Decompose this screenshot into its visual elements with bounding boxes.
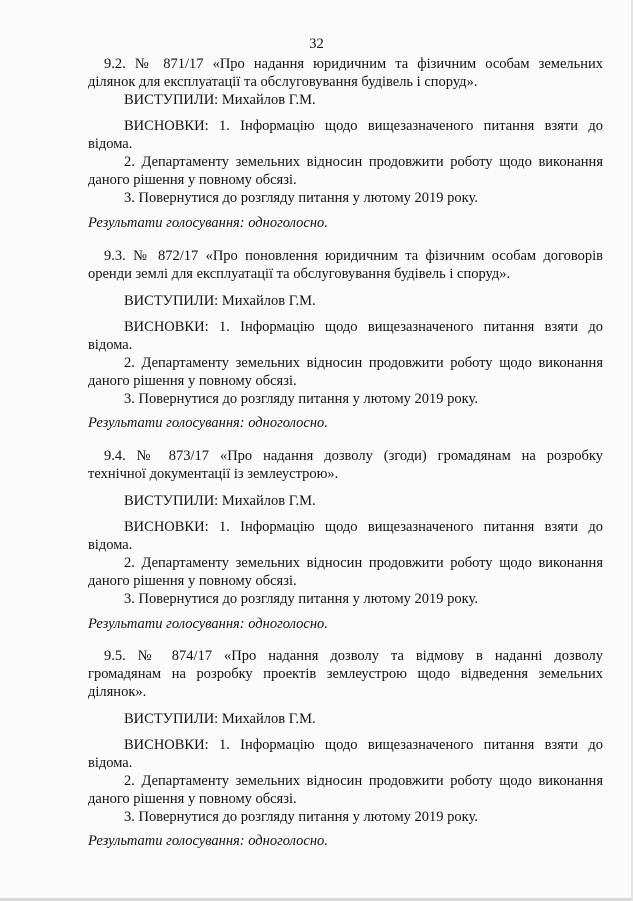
conclusion-1-line: відома. — [88, 755, 133, 771]
conclusion-3-line: 3. Повернутися до розгляду питання у лютому 2019 року. — [124, 391, 478, 407]
conclusion-3-line: 3. Повернутися до розгляду питання у лютому 2019 року. — [124, 190, 478, 206]
conclusion-2-line: 2. Департаменту земельних відносин продовжити роботу щодо виконання — [124, 355, 603, 371]
conclusion-3-line: 3. Повернутися до розгляду питання у лютому 2019 року. — [124, 591, 478, 607]
conclusion-1-line: ВИСНОВКИ: 1. Інформацію щодо вищезазначеного питання взяти до — [124, 118, 603, 134]
vote-result: Результати голосування: одноголосно. — [88, 616, 328, 632]
conclusion-3-line: 3. Повернутися до розгляду питання у лютому 2019 року. — [124, 809, 478, 825]
conclusion-2-line: даного рішення у повному обсязі. — [88, 172, 297, 188]
speakers-line: ВИСТУПИЛИ: Михайлов Г.М. — [124, 493, 316, 509]
item-title-line: технічної документації із землеустрою». — [88, 466, 339, 482]
vote-result: Результати голосування: одноголосно. — [88, 215, 328, 231]
conclusion-1-line: відома. — [88, 337, 133, 353]
speakers-line: ВИСТУПИЛИ: Михайлов Г.М. — [124, 293, 316, 309]
conclusion-2-line: 2. Департаменту земельних відносин продовжити роботу щодо виконання — [124, 154, 603, 170]
conclusion-2-line: 2. Департаменту земельних відносин продовжити роботу щодо виконання — [124, 555, 603, 571]
conclusion-1-line: відома. — [88, 136, 133, 152]
conclusion-1-line: ВИСНОВКИ: 1. Інформацію щодо вищезазначеного питання взяти до — [124, 319, 603, 335]
item-title-line: 9.3. № 872/17 «Про поновлення юридичним та фізичним особам договорів — [104, 248, 603, 264]
conclusion-2-line: даного рішення у повному обсязі. — [88, 573, 297, 589]
vote-result: Результати голосування: одноголосно. — [88, 833, 328, 849]
item-title-line: ділянок для експлуатації та обслуговування будівель і споруд». — [88, 74, 478, 90]
conclusion-1-line: ВИСНОВКИ: 1. Інформацію щодо вищезазначеного питання взяти до — [124, 519, 603, 535]
conclusion-2-line: 2. Департаменту земельних відносин продовжити роботу щодо виконання — [124, 773, 603, 789]
vote-result: Результати голосування: одноголосно. — [88, 415, 328, 431]
conclusion-2-line: даного рішення у повному обсязі. — [88, 791, 297, 807]
item-title-line: 9.4. № 873/17 «Про надання дозволу (згоди) громадянам на розробку — [104, 448, 603, 464]
item-title-line: 9.5. № 874/17 «Про надання дозволу та відмову в наданні дозволу — [104, 648, 603, 664]
speakers-line: ВИСТУПИЛИ: Михайлов Г.М. — [124, 92, 316, 108]
item-title-line: оренди землі для експлуатації та обслуговування будівель і споруд». — [88, 266, 511, 282]
conclusion-1-line: ВИСНОВКИ: 1. Інформацію щодо вищезазначеного питання взяти до — [124, 737, 603, 753]
conclusion-2-line: даного рішення у повному обсязі. — [88, 373, 297, 389]
page-number: 32 — [309, 36, 324, 52]
item-title-line: ділянок». — [88, 684, 147, 700]
item-title-line: громадянам на розробку проектів землеустрою щодо відведення земельних — [88, 666, 603, 682]
speakers-line: ВИСТУПИЛИ: Михайлов Г.М. — [124, 711, 316, 727]
item-title-line: 9.2. № 871/17 «Про надання юридичним та фізичним особам земельних — [104, 56, 603, 72]
conclusion-1-line: відома. — [88, 537, 133, 553]
